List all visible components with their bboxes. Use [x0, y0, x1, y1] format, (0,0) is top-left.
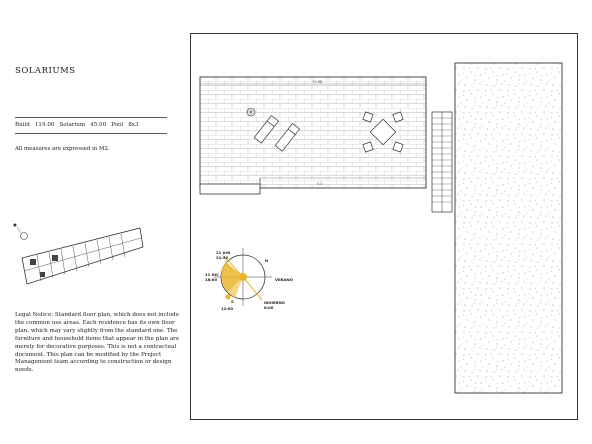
build-value: 119.00 [34, 122, 55, 128]
build-label: Build [15, 122, 30, 128]
solarium-value: 45.00 [90, 122, 107, 128]
sun-icon [226, 295, 231, 300]
solarium-label: Solarium [59, 122, 86, 128]
plant-icon [247, 108, 255, 116]
stairs-icon [432, 112, 452, 212]
south-time: 12:00 [221, 306, 234, 311]
summer-solstice-line1: 21 JUN [216, 250, 231, 255]
pool-value: 8x3 [128, 122, 139, 128]
summer-label: VERANO [275, 277, 293, 282]
page-title: SOLARIUMS [15, 66, 76, 76]
measures-note: All measures are expressed in M2. [15, 146, 110, 152]
winter-solstice-line1: 21 DIC [205, 272, 219, 277]
south-letter: S [231, 299, 234, 304]
winter-line1: INVIERNO [264, 300, 285, 305]
dimension-bottom: 5.2 [317, 182, 323, 186]
dimension-top: 10.68 [312, 80, 323, 84]
legal-notice: Legal Notice: Standard floor plan, which does not include the common use areas. Each residence has its own floor plan, which may vary slightly from the standard one. The furniture and household items that appear in the plan are merely for decorative purposes. This is not a contractual document. This plan can be modified by the Project Management team according to construction or design needs. [15, 312, 180, 374]
winter-line2: 8:00 [264, 305, 274, 310]
pool-icon [455, 63, 562, 393]
summer-solstice-line2: 21:30 [216, 255, 229, 260]
sun-diagram [205, 248, 294, 311]
pool-label: Pool [111, 122, 124, 128]
winter-solstice-line2: 18:00 [205, 277, 218, 282]
north-letter: N [265, 258, 269, 263]
location-map-icon [14, 224, 144, 285]
